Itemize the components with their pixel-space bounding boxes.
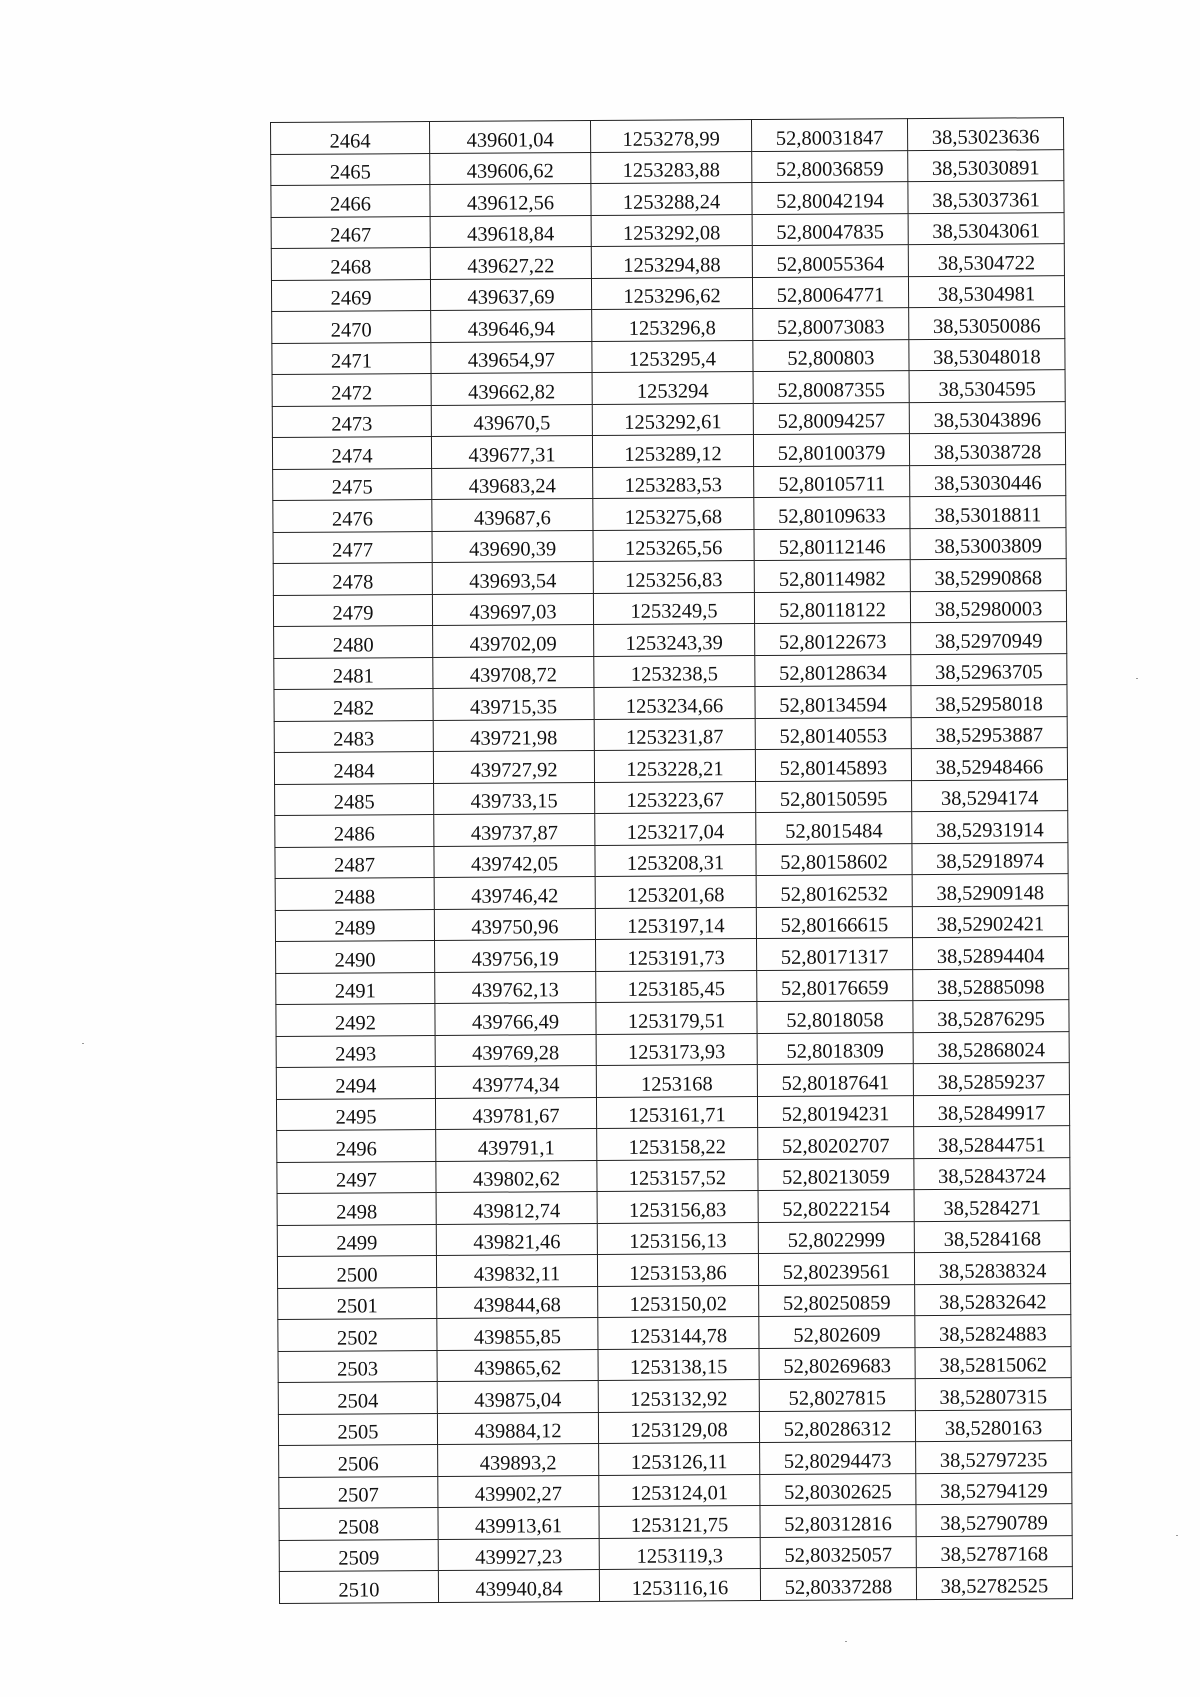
- x-coordinate-cell: 439612,56: [430, 184, 591, 216]
- latitude-cell: 52,8018058: [757, 1001, 913, 1033]
- table-row: [274, 685, 1067, 721]
- latitude-cell: 52,80176659: [757, 969, 913, 1001]
- longitude-cell: 38,52832642: [915, 1283, 1071, 1315]
- longitude-cell: 38,52787168: [916, 1535, 1072, 1567]
- y-coordinate-cell: 1253156,83: [597, 1191, 758, 1223]
- x-coordinate-cell: 439618,84: [430, 215, 591, 247]
- x-coordinate-cell: 439637,69: [430, 278, 591, 310]
- latitude-cell: 52,80162532: [756, 875, 912, 907]
- longitude-cell: 38,52970949: [911, 622, 1067, 654]
- longitude-cell: 38,52859237: [913, 1063, 1069, 1095]
- y-coordinate-cell: 1253275,68: [593, 498, 754, 530]
- x-coordinate-cell: 439670,5: [431, 404, 592, 436]
- y-coordinate-cell: 1253292,08: [591, 214, 752, 246]
- longitude-cell: 38,52868024: [913, 1031, 1069, 1063]
- x-coordinate-cell: 439766,49: [435, 1003, 596, 1035]
- table-row: [275, 779, 1068, 815]
- point-number-cell: 2473: [272, 405, 431, 437]
- table-row: [279, 1472, 1072, 1508]
- point-number-cell: 2493: [276, 1035, 435, 1067]
- point-number-cell: 2496: [277, 1130, 436, 1162]
- x-coordinate-cell: 439654,97: [431, 341, 592, 373]
- table-row: [276, 1063, 1069, 1099]
- longitude-cell: 38,53037361: [908, 181, 1064, 213]
- longitude-cell: 38,5304981: [908, 275, 1064, 307]
- longitude-cell: 38,52885098: [913, 968, 1069, 1000]
- y-coordinate-cell: 1253121,75: [599, 1506, 760, 1538]
- latitude-cell: 52,80064771: [752, 276, 908, 308]
- x-coordinate-cell: 439884,12: [437, 1412, 598, 1444]
- table-row: [278, 1378, 1071, 1414]
- latitude-cell: 52,80036859: [752, 150, 908, 182]
- x-coordinate-cell: 439687,6: [432, 499, 593, 531]
- table-row: [274, 653, 1067, 689]
- x-coordinate-cell: 439683,24: [432, 467, 593, 499]
- point-number-cell: 2477: [273, 531, 432, 563]
- latitude-cell: 52,80112146: [754, 528, 910, 560]
- longitude-cell: 38,52958018: [911, 685, 1067, 717]
- latitude-cell: 52,80128634: [755, 654, 911, 686]
- point-number-cell: 2492: [276, 1004, 435, 1036]
- x-coordinate-cell: 439821,46: [436, 1223, 597, 1255]
- x-coordinate-cell: 439781,67: [435, 1097, 596, 1129]
- table-row: [271, 212, 1064, 248]
- point-number-cell: 2490: [276, 941, 435, 973]
- point-number-cell: 2502: [278, 1319, 437, 1351]
- table-row: [273, 590, 1066, 626]
- latitude-cell: 52,80055364: [752, 245, 908, 277]
- longitude-cell: 38,52843724: [914, 1157, 1070, 1189]
- y-coordinate-cell: 1253179,51: [596, 1002, 757, 1034]
- table-row: [279, 1567, 1072, 1603]
- point-number-cell: 2471: [272, 342, 431, 374]
- longitude-cell: 38,52807315: [915, 1378, 1071, 1410]
- table-row: [278, 1346, 1071, 1382]
- latitude-cell: 52,80031847: [751, 119, 907, 151]
- table-row: [277, 1126, 1070, 1162]
- x-coordinate-cell: 439715,35: [433, 688, 594, 720]
- point-number-cell: 2472: [272, 374, 431, 406]
- point-number-cell: 2491: [276, 972, 435, 1004]
- y-coordinate-cell: 1253197,14: [595, 907, 756, 939]
- x-coordinate-cell: 439774,34: [435, 1066, 596, 1098]
- x-coordinate-cell: 439693,54: [432, 562, 593, 594]
- table-row: [275, 905, 1068, 941]
- y-coordinate-cell: 1253265,56: [593, 529, 754, 561]
- point-number-cell: 2500: [277, 1256, 436, 1288]
- point-number-cell: 2497: [277, 1161, 436, 1193]
- latitude-cell: 52,80312816: [760, 1505, 916, 1537]
- longitude-cell: 38,52894404: [912, 937, 1068, 969]
- latitude-cell: 52,80140553: [755, 717, 911, 749]
- longitude-cell: 38,53030446: [910, 464, 1066, 496]
- longitude-cell: 38,5284271: [914, 1189, 1070, 1221]
- y-coordinate-cell: 1253296,62: [591, 277, 752, 309]
- longitude-cell: 38,52794129: [916, 1472, 1072, 1504]
- longitude-cell: 38,5304722: [908, 244, 1064, 276]
- point-number-cell: 2510: [279, 1570, 438, 1602]
- x-coordinate-cell: 439606,62: [430, 152, 591, 184]
- x-coordinate-cell: 439746,42: [434, 877, 595, 909]
- x-coordinate-cell: 439855,85: [437, 1318, 598, 1350]
- y-coordinate-cell: 1253296,8: [592, 309, 753, 341]
- y-coordinate-cell: 1253132,92: [598, 1380, 759, 1412]
- point-number-cell: 2468: [271, 248, 430, 280]
- x-coordinate-cell: 439750,96: [434, 908, 595, 940]
- latitude-cell: 52,80269683: [759, 1347, 915, 1379]
- table-row: [278, 1409, 1071, 1445]
- x-coordinate-cell: 439662,82: [431, 373, 592, 405]
- x-coordinate-cell: 439762,13: [435, 971, 596, 1003]
- table-row: [276, 1094, 1069, 1130]
- table-row: [275, 811, 1068, 847]
- latitude-cell: 52,80100379: [753, 434, 909, 466]
- table-row: [275, 842, 1068, 878]
- table-row: [276, 968, 1069, 1004]
- x-coordinate-cell: 439721,98: [433, 719, 594, 751]
- table-row: [279, 1504, 1072, 1540]
- y-coordinate-cell: 1253116,16: [599, 1569, 760, 1601]
- latitude-cell: 52,80325057: [760, 1536, 916, 1568]
- longitude-cell: 38,5304595: [909, 370, 1065, 402]
- y-coordinate-cell: 1253234,66: [594, 687, 755, 719]
- point-number-cell: 2482: [274, 689, 433, 721]
- scan-speck: [1176, 1535, 1178, 1536]
- point-number-cell: 2467: [271, 216, 430, 248]
- longitude-cell: 38,52815062: [915, 1346, 1071, 1378]
- coordinates-table-body: [271, 118, 1073, 1603]
- table-row: [277, 1189, 1070, 1225]
- y-coordinate-cell: 1253289,12: [592, 435, 753, 467]
- table-row: [279, 1441, 1072, 1477]
- y-coordinate-cell: 1253144,78: [598, 1317, 759, 1349]
- x-coordinate-cell: 439913,61: [438, 1507, 599, 1539]
- table-row: [271, 181, 1064, 217]
- longitude-cell: 38,52909148: [912, 874, 1068, 906]
- x-coordinate-cell: 439690,39: [432, 530, 593, 562]
- point-number-cell: 2488: [275, 878, 434, 910]
- latitude-cell: 52,80150595: [756, 780, 912, 812]
- point-number-cell: 2494: [276, 1067, 435, 1099]
- table-row: [276, 1000, 1069, 1036]
- point-number-cell: 2495: [276, 1098, 435, 1130]
- point-number-cell: 2507: [279, 1476, 438, 1508]
- scan-speck: [845, 1641, 847, 1642]
- y-coordinate-cell: 1253153,86: [597, 1254, 758, 1286]
- y-coordinate-cell: 1253288,24: [591, 183, 752, 215]
- longitude-cell: 38,52797235: [916, 1441, 1072, 1473]
- latitude-cell: 52,80286312: [759, 1410, 915, 1442]
- y-coordinate-cell: 1253119,3: [599, 1537, 760, 1569]
- y-coordinate-cell: 1253243,39: [594, 624, 755, 656]
- table-row: [273, 559, 1066, 595]
- scan-speck: [82, 1043, 84, 1044]
- y-coordinate-cell: 1253283,53: [593, 466, 754, 498]
- y-coordinate-cell: 1253201,68: [595, 876, 756, 908]
- table-row: [276, 937, 1069, 973]
- y-coordinate-cell: 1253292,61: [592, 403, 753, 435]
- y-coordinate-cell: 1253231,87: [594, 718, 755, 750]
- y-coordinate-cell: 1253124,01: [599, 1474, 760, 1506]
- longitude-cell: 38,53043896: [909, 401, 1065, 433]
- x-coordinate-cell: 439742,05: [434, 845, 595, 877]
- latitude-cell: 52,80166615: [756, 906, 912, 938]
- y-coordinate-cell: 1253129,08: [598, 1411, 759, 1443]
- scan-speck: [1136, 678, 1138, 679]
- latitude-cell: 52,80042194: [752, 182, 908, 214]
- latitude-cell: 52,80171317: [756, 938, 912, 970]
- point-number-cell: 2470: [272, 311, 431, 343]
- point-number-cell: 2506: [279, 1445, 438, 1477]
- latitude-cell: 52,80294473: [760, 1442, 916, 1474]
- longitude-cell: 38,52931914: [912, 811, 1068, 843]
- x-coordinate-cell: 439893,2: [438, 1444, 599, 1476]
- latitude-cell: 52,80047835: [752, 213, 908, 245]
- point-number-cell: 2509: [279, 1539, 438, 1571]
- latitude-cell: 52,80337288: [760, 1568, 916, 1600]
- table-row: [273, 527, 1066, 563]
- point-number-cell: 2478: [273, 563, 432, 595]
- table-row: [277, 1220, 1070, 1256]
- x-coordinate-cell: 439646,94: [431, 310, 592, 342]
- table-row: [272, 370, 1065, 406]
- table-row: [272, 307, 1065, 343]
- latitude-cell: 52,80213059: [758, 1158, 914, 1190]
- longitude-cell: 38,52824883: [915, 1315, 1071, 1347]
- x-coordinate-cell: 439702,09: [433, 625, 594, 657]
- latitude-cell: 52,80239561: [758, 1253, 914, 1285]
- x-coordinate-cell: 439756,19: [435, 940, 596, 972]
- point-number-cell: 2489: [275, 909, 434, 941]
- longitude-cell: 38,5284168: [914, 1220, 1070, 1252]
- longitude-cell: 38,52902421: [912, 905, 1068, 937]
- latitude-cell: 52,80134594: [755, 686, 911, 718]
- longitude-cell: 38,53050086: [909, 307, 1065, 339]
- y-coordinate-cell: 1253185,45: [596, 970, 757, 1002]
- latitude-cell: 52,80222154: [758, 1190, 914, 1222]
- latitude-cell: 52,80094257: [753, 402, 909, 434]
- point-number-cell: 2504: [278, 1382, 437, 1414]
- longitude-cell: 38,53048018: [909, 338, 1065, 370]
- point-number-cell: 2465: [271, 153, 430, 185]
- y-coordinate-cell: 1253256,83: [593, 561, 754, 593]
- x-coordinate-cell: 439902,27: [438, 1475, 599, 1507]
- table-row: [277, 1252, 1070, 1288]
- table-row: [278, 1315, 1071, 1351]
- longitude-cell: 38,5294174: [912, 779, 1068, 811]
- x-coordinate-cell: 439727,92: [433, 751, 594, 783]
- x-coordinate-cell: 439737,87: [434, 814, 595, 846]
- y-coordinate-cell: 1253283,88: [591, 151, 752, 183]
- x-coordinate-cell: 439927,23: [438, 1538, 599, 1570]
- longitude-cell: 38,52948466: [911, 748, 1067, 780]
- table-row: [277, 1157, 1070, 1193]
- y-coordinate-cell: 1253278,99: [590, 120, 751, 152]
- latitude-cell: 52,800803: [753, 339, 909, 371]
- point-number-cell: 2469: [271, 279, 430, 311]
- x-coordinate-cell: 439940,84: [438, 1570, 599, 1602]
- y-coordinate-cell: 1253238,5: [594, 655, 755, 687]
- latitude-cell: 52,80105711: [754, 465, 910, 497]
- longitude-cell: 38,5280163: [915, 1409, 1071, 1441]
- x-coordinate-cell: 439802,62: [436, 1160, 597, 1192]
- table-row: [272, 338, 1065, 374]
- longitude-cell: 38,52849917: [913, 1094, 1069, 1126]
- y-coordinate-cell: 1253191,73: [596, 939, 757, 971]
- latitude-cell: 52,80202707: [758, 1127, 914, 1159]
- longitude-cell: 38,53030891: [908, 149, 1064, 181]
- latitude-cell: 52,80187641: [757, 1064, 913, 1096]
- latitude-cell: 52,80073083: [753, 308, 909, 340]
- latitude-cell: 52,80250859: [759, 1284, 915, 1316]
- table-row: [279, 1535, 1072, 1571]
- table-row: [273, 464, 1066, 500]
- table-row: [274, 622, 1067, 658]
- point-number-cell: 2480: [274, 626, 433, 658]
- longitude-cell: 38,52876295: [913, 1000, 1069, 1032]
- point-number-cell: 2479: [273, 594, 432, 626]
- y-coordinate-cell: 1253156,13: [597, 1222, 758, 1254]
- y-coordinate-cell: 1253173,93: [596, 1033, 757, 1065]
- table-row: [271, 275, 1064, 311]
- x-coordinate-cell: 439677,31: [431, 436, 592, 468]
- longitude-cell: 38,53043061: [908, 212, 1064, 244]
- latitude-cell: 52,8022999: [758, 1221, 914, 1253]
- y-coordinate-cell: 1253157,52: [597, 1159, 758, 1191]
- latitude-cell: 52,8015484: [756, 812, 912, 844]
- point-number-cell: 2476: [273, 500, 432, 532]
- coordinates-table: [270, 117, 1073, 1603]
- table-row: [273, 496, 1066, 532]
- y-coordinate-cell: 1253223,67: [595, 781, 756, 813]
- longitude-cell: 38,52953887: [911, 716, 1067, 748]
- latitude-cell: 52,80158602: [756, 843, 912, 875]
- x-coordinate-cell: 439865,62: [437, 1349, 598, 1381]
- table-row: [278, 1283, 1071, 1319]
- point-number-cell: 2474: [272, 437, 431, 469]
- longitude-cell: 38,52782525: [916, 1567, 1072, 1599]
- y-coordinate-cell: 1253158,22: [597, 1128, 758, 1160]
- y-coordinate-cell: 1253294: [592, 372, 753, 404]
- x-coordinate-cell: 439791,1: [436, 1129, 597, 1161]
- x-coordinate-cell: 439832,11: [436, 1255, 597, 1287]
- latitude-cell: 52,80114982: [754, 560, 910, 592]
- point-number-cell: 2481: [274, 657, 433, 689]
- latitude-cell: 52,802609: [759, 1316, 915, 1348]
- longitude-cell: 38,52790789: [916, 1504, 1072, 1536]
- y-coordinate-cell: 1253217,04: [595, 813, 756, 845]
- table-row: [272, 433, 1065, 469]
- longitude-cell: 38,53023636: [907, 118, 1063, 150]
- x-coordinate-cell: 439697,03: [432, 593, 593, 625]
- longitude-cell: 38,53038728: [909, 433, 1065, 465]
- x-coordinate-cell: 439769,28: [435, 1034, 596, 1066]
- x-coordinate-cell: 439627,22: [430, 247, 591, 279]
- point-number-cell: 2508: [279, 1507, 438, 1539]
- latitude-cell: 52,8018309: [757, 1032, 913, 1064]
- longitude-cell: 38,53018811: [910, 496, 1066, 528]
- longitude-cell: 38,52918974: [912, 842, 1068, 874]
- latitude-cell: 52,80122673: [755, 623, 911, 655]
- point-number-cell: 2464: [271, 122, 430, 154]
- y-coordinate-cell: 1253249,5: [593, 592, 754, 624]
- latitude-cell: 52,80145893: [755, 749, 911, 781]
- x-coordinate-cell: 439601,04: [430, 121, 591, 153]
- y-coordinate-cell: 1253161,71: [596, 1096, 757, 1128]
- y-coordinate-cell: 1253208,31: [595, 844, 756, 876]
- y-coordinate-cell: 1253126,11: [599, 1443, 760, 1475]
- point-number-cell: 2499: [277, 1224, 436, 1256]
- latitude-cell: 52,8027815: [759, 1379, 915, 1411]
- table-row: [274, 716, 1067, 752]
- y-coordinate-cell: 1253168: [596, 1065, 757, 1097]
- table-row: [274, 748, 1067, 784]
- point-number-cell: 2483: [274, 720, 433, 752]
- longitude-cell: 38,52980003: [910, 590, 1066, 622]
- point-number-cell: 2484: [274, 752, 433, 784]
- point-number-cell: 2486: [275, 815, 434, 847]
- x-coordinate-cell: 439844,68: [437, 1286, 598, 1318]
- longitude-cell: 38,52963705: [911, 653, 1067, 685]
- point-number-cell: 2485: [275, 783, 434, 815]
- point-number-cell: 2505: [278, 1413, 437, 1445]
- table-row: [275, 874, 1068, 910]
- longitude-cell: 38,52838324: [914, 1252, 1070, 1284]
- longitude-cell: 38,52990868: [910, 559, 1066, 591]
- table-row: [276, 1031, 1069, 1067]
- point-number-cell: 2487: [275, 846, 434, 878]
- point-number-cell: 2475: [273, 468, 432, 500]
- x-coordinate-cell: 439875,04: [437, 1381, 598, 1413]
- table-row: [271, 149, 1064, 185]
- point-number-cell: 2498: [277, 1193, 436, 1225]
- latitude-cell: 52,80087355: [753, 371, 909, 403]
- x-coordinate-cell: 439812,74: [436, 1192, 597, 1224]
- point-number-cell: 2503: [278, 1350, 437, 1382]
- point-number-cell: 2466: [271, 185, 430, 217]
- latitude-cell: 52,80109633: [754, 497, 910, 529]
- table-row: [272, 401, 1065, 437]
- x-coordinate-cell: 439708,72: [433, 656, 594, 688]
- y-coordinate-cell: 1253138,15: [598, 1348, 759, 1380]
- y-coordinate-cell: 1253295,4: [592, 340, 753, 372]
- longitude-cell: 38,52844751: [914, 1126, 1070, 1158]
- latitude-cell: 52,80302625: [760, 1473, 916, 1505]
- x-coordinate-cell: 439733,15: [434, 782, 595, 814]
- longitude-cell: 38,53003809: [910, 527, 1066, 559]
- y-coordinate-cell: 1253150,02: [598, 1285, 759, 1317]
- table-row: [271, 118, 1064, 154]
- latitude-cell: 52,80118122: [754, 591, 910, 623]
- table-row: [271, 244, 1064, 280]
- point-number-cell: 2501: [278, 1287, 437, 1319]
- y-coordinate-cell: 1253294,88: [591, 246, 752, 278]
- latitude-cell: 52,80194231: [757, 1095, 913, 1127]
- y-coordinate-cell: 1253228,21: [594, 750, 755, 782]
